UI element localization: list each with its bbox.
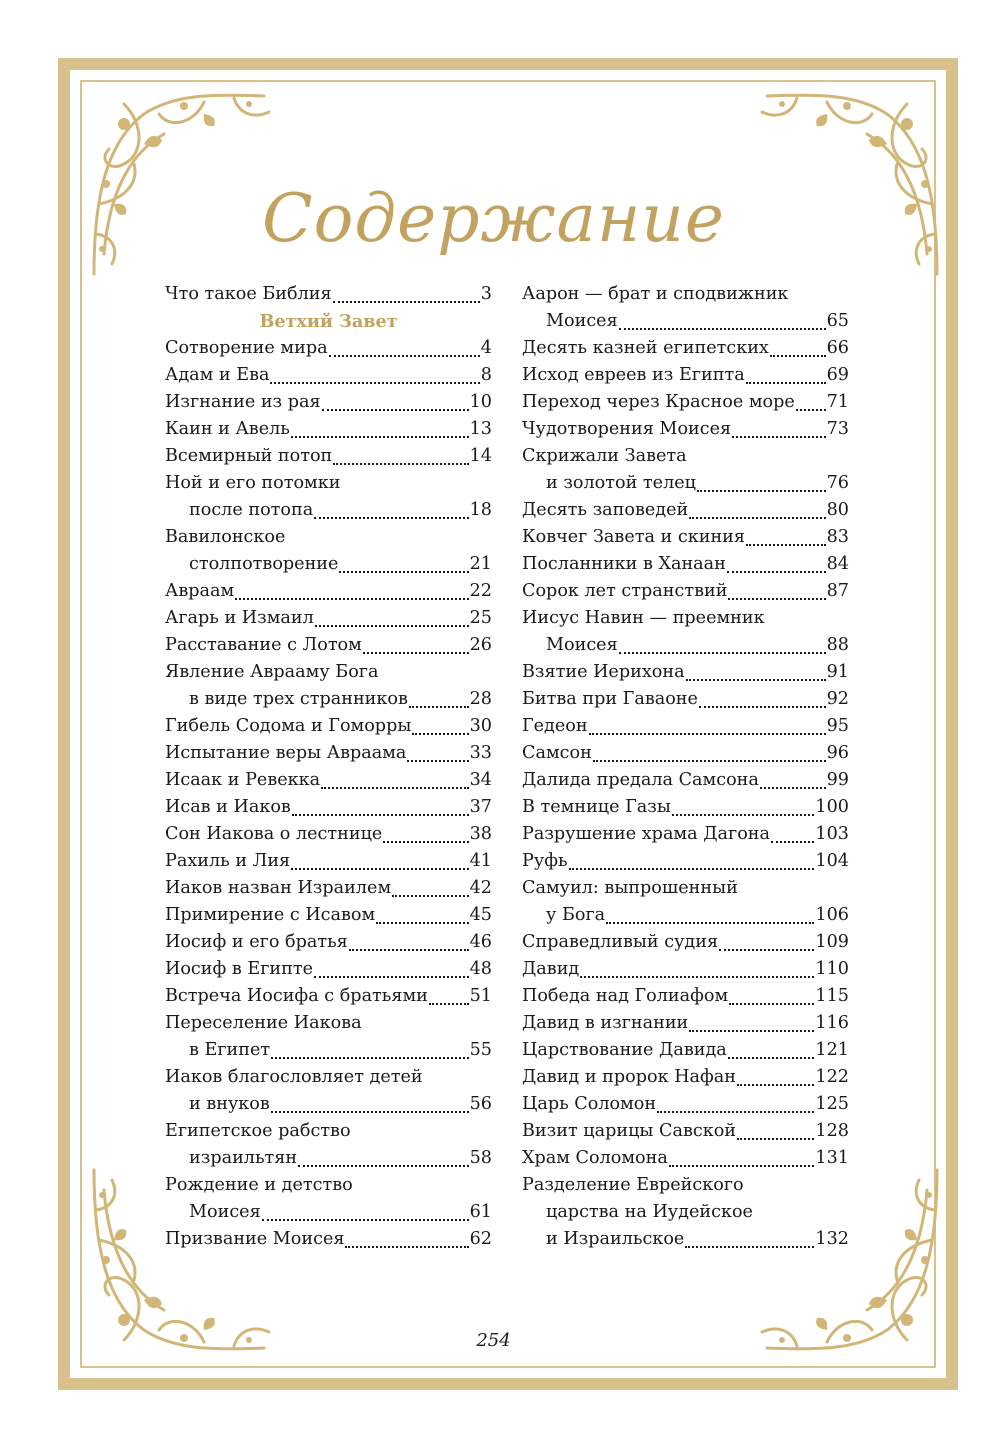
toc-entry: [522, 659, 849, 686]
toc-entry: [522, 1199, 849, 1226]
toc-entry: [165, 659, 492, 686]
entry-title: Взятие Иерихона: [522, 662, 685, 682]
entry-title: после потопа: [189, 500, 314, 520]
entry-page: 58: [469, 1148, 492, 1168]
entry-title: Призвание Моисея: [165, 1229, 345, 1249]
dot-leader: [314, 517, 468, 519]
entry-title: Десять заповедей: [522, 500, 689, 520]
toc-entry: [522, 308, 849, 335]
toc-entry: [522, 470, 849, 497]
entry-page: 28: [469, 689, 492, 709]
toc-entry: [522, 335, 849, 362]
entry-page: 10: [469, 392, 492, 412]
toc-entry: [165, 956, 492, 983]
entry-title: Разделение Еврейского: [522, 1175, 744, 1195]
entry-page: 71: [826, 392, 849, 412]
entry-page: 92: [826, 689, 849, 709]
entry-title: Битва при Гаваоне: [522, 689, 698, 709]
entry-title: Что такое Библия: [165, 284, 332, 304]
toc-entry: [165, 1199, 492, 1226]
entry-page: 99: [826, 770, 849, 790]
entry-title: Гедеон: [522, 716, 588, 736]
toc-entry: [165, 551, 492, 578]
entry-title: Сотворение мира: [165, 338, 328, 358]
dot-leader: [589, 733, 826, 735]
entry-title: Давид: [522, 959, 580, 979]
toc-entry: [522, 605, 849, 632]
entry-page: 38: [469, 824, 492, 844]
toc-entry: [522, 848, 849, 875]
entry-title: израильтян: [189, 1148, 298, 1168]
toc-entry: [522, 632, 849, 659]
toc-entry: [165, 578, 492, 605]
toc-entry: [165, 1145, 492, 1172]
entry-page: 30: [469, 716, 492, 736]
entry-page: 121: [815, 1040, 849, 1060]
dot-leader: [728, 598, 825, 600]
entry-page: 51: [469, 986, 492, 1006]
entry-page: 106: [815, 905, 849, 925]
entry-page: 18: [469, 500, 492, 520]
entry-title: Иосиф в Египте: [165, 959, 314, 979]
entry-title: Рождение и детство: [165, 1175, 353, 1195]
entry-page: 25: [469, 608, 492, 628]
toc-entry: [165, 1037, 492, 1064]
toc-left-column: [165, 281, 492, 1253]
entry-page: 56: [469, 1094, 492, 1114]
dot-leader: [329, 355, 480, 357]
dot-leader: [333, 301, 480, 303]
dot-leader: [686, 679, 826, 681]
entry-title: Исаак и Ревекка: [165, 770, 321, 790]
entry-title: Ковчег Завета и скиния: [522, 527, 745, 547]
entry-page: 22: [469, 581, 492, 601]
toc-entry: [522, 983, 849, 1010]
dot-leader: [580, 976, 814, 978]
toc-entry: [522, 551, 849, 578]
entry-page: 26: [469, 635, 492, 655]
toc-entry: [165, 875, 492, 902]
entry-title: Адам и Ева: [165, 365, 270, 385]
dot-leader: [732, 436, 825, 438]
entry-title: Вавилонское: [165, 527, 286, 547]
entry-title: Египетское рабство: [165, 1121, 351, 1141]
entry-page: 80: [826, 500, 849, 520]
entry-page: 33: [469, 743, 492, 763]
entry-page: 103: [815, 824, 849, 844]
dot-leader: [339, 571, 468, 573]
dot-leader: [363, 652, 469, 654]
entry-page: 42: [469, 878, 492, 898]
entry-page: 41: [469, 851, 492, 871]
entry-title: Самсон: [522, 743, 592, 763]
entry-title: Примирение с Исавом: [165, 905, 376, 925]
dot-leader: [746, 382, 826, 384]
toc-entry: [522, 497, 849, 524]
entry-title: Рахиль и Лия: [165, 851, 291, 871]
dot-leader: [271, 1057, 468, 1059]
entry-title: у Бога: [546, 905, 606, 925]
toc-entry: [522, 821, 849, 848]
dot-leader: [298, 1165, 468, 1167]
entry-title: Чудотворения Моисея: [522, 419, 732, 439]
dot-leader: [619, 328, 826, 330]
dot-leader: [376, 922, 468, 924]
entry-title: Десять казней египетских: [522, 338, 769, 358]
entry-title: Иаков благословляет детей: [165, 1067, 423, 1087]
entry-page: 132: [815, 1229, 849, 1249]
entry-title: Царствование Давида: [522, 1040, 727, 1060]
dot-leader: [262, 1219, 469, 1221]
toc-entry: [522, 686, 849, 713]
entry-page: 34: [469, 770, 492, 790]
dot-leader: [409, 706, 469, 708]
toc-entry: [165, 686, 492, 713]
toc-entry: [522, 443, 849, 470]
toc-entry: [522, 1064, 849, 1091]
toc-entry: [165, 821, 492, 848]
dot-leader: [672, 814, 815, 816]
entry-page: 45: [469, 905, 492, 925]
toc-entry: [522, 1226, 849, 1253]
toc-entry: [165, 983, 492, 1010]
dot-leader: [292, 814, 469, 816]
entry-page: 73: [826, 419, 849, 439]
dot-leader: [235, 598, 468, 600]
entry-page: 115: [815, 986, 849, 1006]
dot-leader: [271, 1111, 469, 1113]
toc-entry: [522, 362, 849, 389]
entry-page: 91: [826, 662, 849, 682]
entry-page: 88: [826, 635, 849, 655]
toc-entry: [522, 416, 849, 443]
entry-title: Сон Иакова о лестнице: [165, 824, 383, 844]
entry-title: Испытание веры Авраама: [165, 743, 407, 763]
entry-title: Скрижали Завета: [522, 446, 687, 466]
dot-leader: [796, 409, 826, 411]
entry-page: 84: [826, 554, 849, 574]
entry-title: Встреча Иосифа с братьями: [165, 986, 428, 1006]
toc-entry: [165, 929, 492, 956]
entry-title: Ветхий Завет: [259, 311, 398, 332]
toc-entry: [522, 1037, 849, 1064]
dot-leader: [349, 949, 469, 951]
entry-page: 46: [469, 932, 492, 952]
dot-leader: [383, 841, 468, 843]
toc-entry: [165, 902, 492, 929]
entry-page: 83: [826, 527, 849, 547]
entry-page: 3: [480, 284, 492, 304]
toc-entry: [165, 713, 492, 740]
entry-page: 21: [469, 554, 492, 574]
entry-title: Разрушение храма Дагона: [522, 824, 771, 844]
dot-leader: [689, 517, 825, 519]
entry-page: 69: [826, 365, 849, 385]
toc-entry: [165, 335, 492, 362]
toc-entry: [165, 470, 492, 497]
toc-entry: [522, 1118, 849, 1145]
entry-title: Авраам: [165, 581, 235, 601]
entry-title: Исав и Иаков: [165, 797, 291, 817]
entry-title: В темнице Газы: [522, 797, 671, 817]
entry-title: в Египет: [189, 1040, 271, 1060]
entry-title: Сорок лет странствий: [522, 581, 728, 601]
entry-page: 116: [815, 1013, 849, 1033]
dot-leader: [407, 760, 468, 762]
dot-leader: [737, 1138, 814, 1140]
entry-title: Самуил: выпрошенный: [522, 878, 738, 898]
toc-entry: [165, 767, 492, 794]
dot-leader: [746, 544, 826, 546]
entry-title: Царь Соломон: [522, 1094, 657, 1114]
entry-page: 13: [469, 419, 492, 439]
toc-right-column: [522, 281, 849, 1253]
toc-entry: [522, 1145, 849, 1172]
entry-title: Переход через Красное море: [522, 392, 795, 412]
dot-leader: [429, 1003, 469, 1005]
entry-title: Ной и его потомки: [165, 473, 341, 493]
entry-title: и золотой телец: [546, 473, 696, 493]
entry-page: 4: [480, 338, 492, 358]
dot-leader: [669, 1165, 815, 1167]
entry-title: Моисея: [546, 311, 618, 331]
toc-entry: [165, 1172, 492, 1199]
entry-page: 61: [469, 1202, 492, 1222]
entry-page: 37: [469, 797, 492, 817]
toc-entry: [522, 713, 849, 740]
dot-leader: [760, 787, 826, 789]
toc-entry: [522, 740, 849, 767]
entry-title: Справедливый судия: [522, 932, 719, 952]
toc-entry: [165, 605, 492, 632]
entry-title: и внуков: [189, 1094, 270, 1114]
entry-title: столпотворение: [189, 554, 339, 574]
entry-page: 66: [826, 338, 849, 358]
entry-page: 65: [826, 311, 849, 331]
entry-title: Моисея: [189, 1202, 261, 1222]
entry-title: Давид в изгнании: [522, 1013, 689, 1033]
entry-title: Визит царицы Савской: [522, 1121, 737, 1141]
dot-leader: [689, 1030, 814, 1032]
dot-leader: [270, 382, 479, 384]
entry-page: 109: [815, 932, 849, 952]
entry-title: Всемирный потоп: [165, 446, 333, 466]
entry-page: 76: [826, 473, 849, 493]
toc-entry: [165, 497, 492, 524]
dot-leader: [737, 1084, 814, 1086]
toc-entry: [165, 632, 492, 659]
entry-title: Посланники в Ханаан: [522, 554, 726, 574]
toc-entry: [165, 794, 492, 821]
entry-page: 128: [815, 1121, 849, 1141]
entry-title: Агарь и Измаил: [165, 608, 314, 628]
dot-leader: [657, 1111, 814, 1113]
toc-entry: [165, 1091, 492, 1118]
entry-page: 100: [815, 797, 849, 817]
entry-title: Давид и пророк Нафан: [522, 1067, 737, 1087]
entry-page: 55: [469, 1040, 492, 1060]
entry-title: Гибель Содома и Гоморры: [165, 716, 412, 736]
dot-leader: [727, 571, 826, 573]
toc-entry: [522, 929, 849, 956]
toc-entry: [165, 389, 492, 416]
dot-leader: [291, 868, 468, 870]
toc-entry: [522, 1172, 849, 1199]
entry-title: Иисус Навин — преемник: [522, 608, 765, 628]
page-number: 254: [476, 1330, 511, 1351]
toc-entry: [522, 1091, 849, 1118]
dot-leader: [291, 436, 469, 438]
entry-page: 122: [815, 1067, 849, 1087]
toc-entry: [165, 443, 492, 470]
toc-entry: [165, 416, 492, 443]
dot-leader: [685, 1246, 814, 1248]
entry-title: и Израильское: [546, 1229, 685, 1249]
entry-title: Расставание с Лотом: [165, 635, 362, 655]
dot-leader: [315, 625, 469, 627]
toc-entry: [522, 389, 849, 416]
entry-title: Аарон — брат и сподвижник: [522, 284, 789, 304]
entry-title: Моисея: [546, 635, 618, 655]
entry-page: 95: [826, 716, 849, 736]
entry-title: царства на Иудейское: [546, 1202, 753, 1222]
entry-page: 14: [469, 446, 492, 466]
toc-entry: [522, 524, 849, 551]
dot-leader: [314, 976, 469, 978]
entry-title: Изгнание из рая: [165, 392, 321, 412]
entry-page: 110: [815, 959, 849, 979]
dot-leader: [345, 1246, 468, 1248]
toc-entry: [165, 1010, 492, 1037]
toc-entry: [522, 1010, 849, 1037]
entry-page: 125: [815, 1094, 849, 1114]
dot-leader: [728, 1057, 815, 1059]
entry-title: Иаков назван Израилем: [165, 878, 392, 898]
entry-page: 62: [469, 1229, 492, 1249]
toc-entry: [165, 1118, 492, 1145]
entry-title: Далида предала Самсона: [522, 770, 759, 790]
toc-entry: [522, 767, 849, 794]
dot-leader: [322, 409, 469, 411]
dot-leader: [770, 355, 826, 357]
toc-entry: [165, 524, 492, 551]
entry-title: в виде трех странников: [189, 689, 408, 709]
toc-entry: [522, 875, 849, 902]
entry-title: Исход евреев из Египта: [522, 365, 745, 385]
dot-leader: [697, 490, 826, 492]
entry-title: Руфь: [522, 851, 568, 871]
toc-entry: [522, 956, 849, 983]
toc-entry: [522, 794, 849, 821]
toc-entry: [165, 1226, 492, 1253]
toc-entry: [165, 281, 492, 308]
dot-leader: [729, 1003, 814, 1005]
dot-leader: [719, 949, 814, 951]
dot-leader: [392, 895, 468, 897]
entry-page: 8: [480, 365, 492, 385]
entry-page: 96: [826, 743, 849, 763]
toc-entry: [165, 1064, 492, 1091]
entry-title: Победа над Голиафом: [522, 986, 729, 1006]
toc-entry: [165, 740, 492, 767]
entry-title: Иосиф и его братья: [165, 932, 348, 952]
toc-entry: [522, 281, 849, 308]
toc-entry: [165, 848, 492, 875]
dot-leader: [699, 706, 826, 708]
toc-entry: [522, 578, 849, 605]
page-title: Содержание: [262, 180, 725, 257]
dot-leader: [593, 760, 826, 762]
entry-page: 48: [469, 959, 492, 979]
entry-title: Храм Соломона: [522, 1148, 668, 1168]
dot-leader: [412, 733, 468, 735]
toc-entry: [165, 362, 492, 389]
entry-title: Явление Аврааму Бога: [165, 662, 379, 682]
section-heading: [165, 308, 492, 335]
dot-leader: [619, 652, 826, 654]
dot-leader: [333, 463, 468, 465]
dot-leader: [321, 787, 468, 789]
dot-leader: [606, 922, 814, 924]
dot-leader: [771, 841, 814, 843]
entry-title: Каин и Авель: [165, 419, 290, 439]
entry-page: 131: [815, 1148, 849, 1168]
entry-page: 87: [826, 581, 849, 601]
toc-entry: [522, 902, 849, 929]
entry-page: 104: [815, 851, 849, 871]
entry-title: Переселение Иакова: [165, 1013, 362, 1033]
dot-leader: [569, 868, 815, 870]
